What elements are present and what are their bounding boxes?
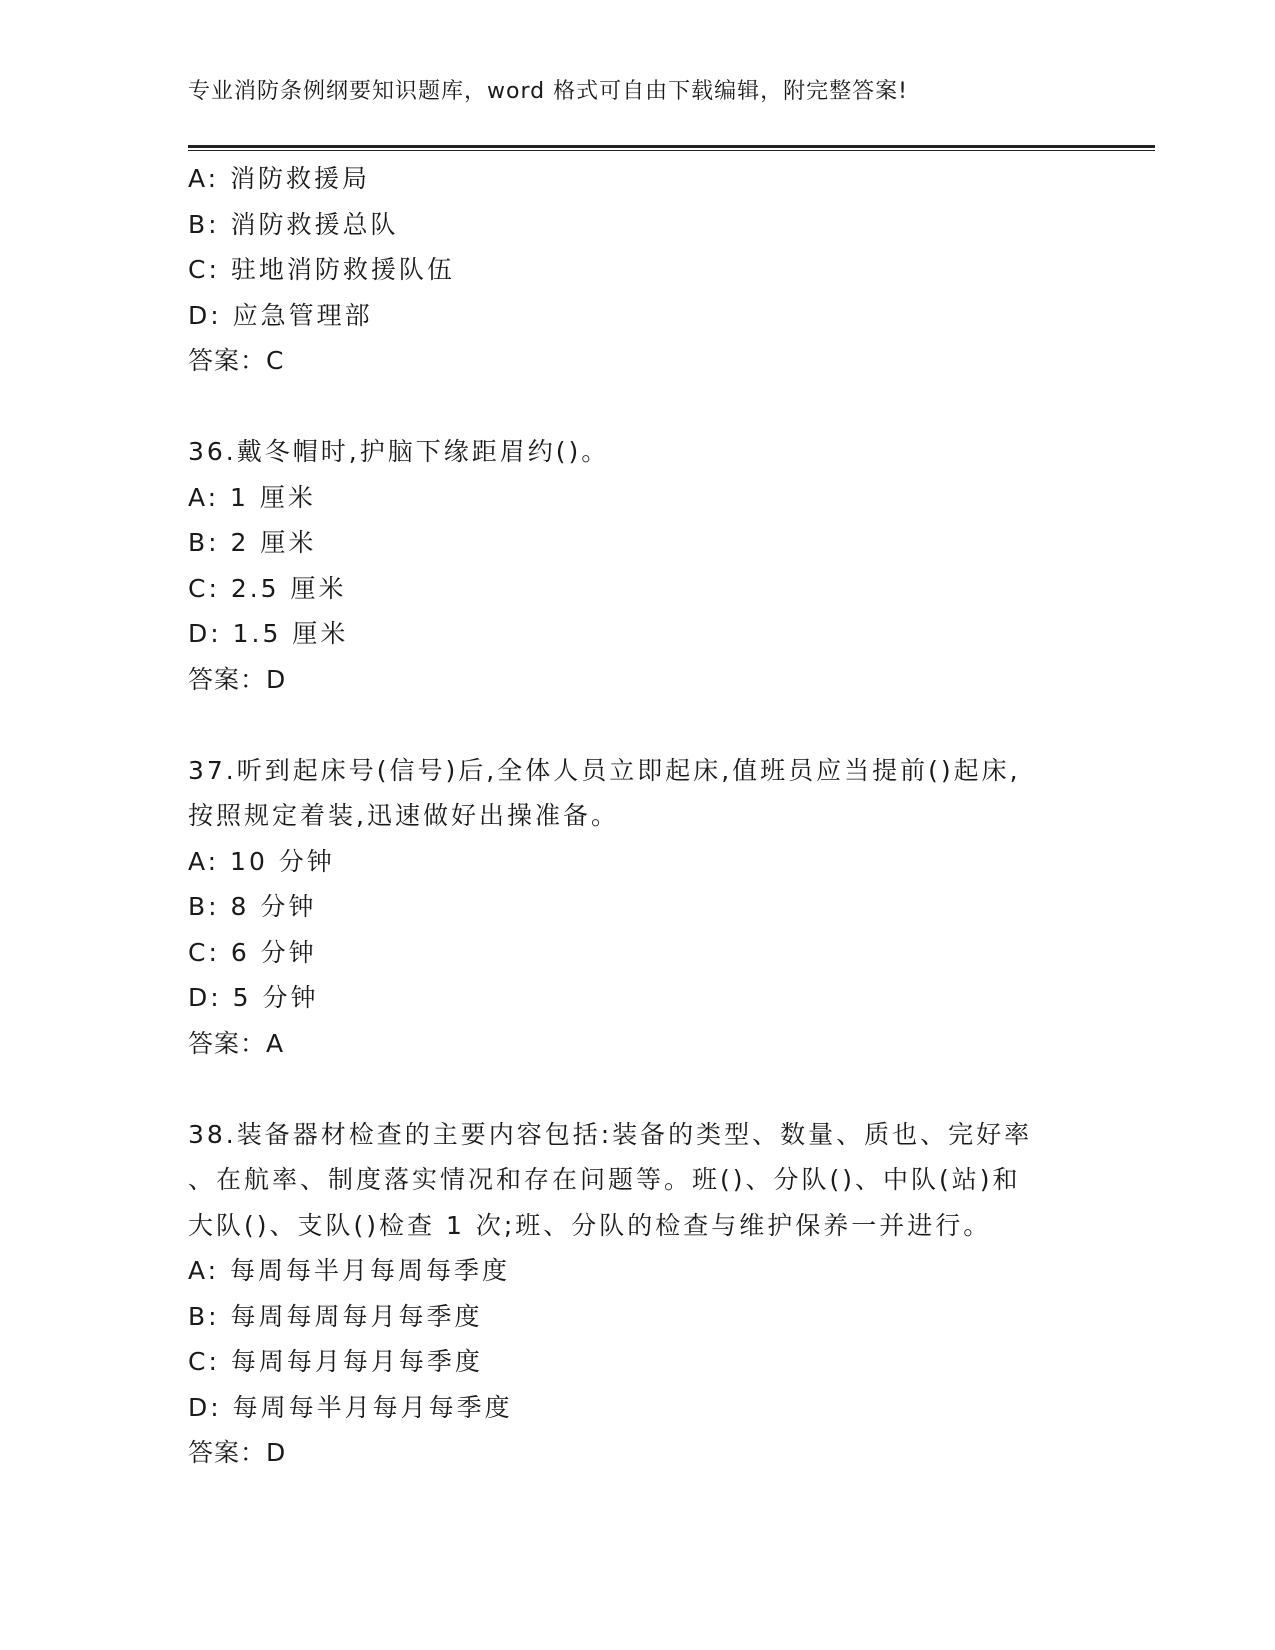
question-text: 按照规定着装,迅速做好出操准备。 [188, 801, 619, 830]
question-block [188, 748, 1088, 1067]
question-block [188, 156, 1088, 384]
answer-line: 答案：D [188, 1438, 287, 1467]
question-content [188, 156, 1088, 1476]
spacer [188, 1066, 1088, 1112]
option-b: B: 消防救援总队 [188, 209, 399, 239]
answer-line: 答案：D [188, 664, 287, 694]
header-rule-thin [188, 150, 1155, 151]
option-c: C: 驻地消防救援队伍 [188, 255, 455, 284]
question-text: 大队()、支队()检查 1 次;班、分队的检查与维护保养一并进行。 [188, 1210, 992, 1240]
option-d: D: 1.5 厘米 [188, 619, 349, 648]
answer-line: 答案：C [188, 346, 285, 375]
option-b: B: 每周每周每月每季度 [188, 1301, 483, 1331]
option-a: A: 10 分钟 [188, 846, 335, 876]
option-d: D: 5 分钟 [188, 983, 319, 1012]
page-header: 专业消防条例纲要知识题库，word 格式可自由下载编辑，附完整答案! [188, 79, 908, 104]
header-rule-thick [188, 145, 1155, 148]
answer-line: 答案：A [188, 1028, 285, 1058]
option-c: C: 2.5 厘米 [188, 573, 347, 603]
option-b: B: 8 分钟 [188, 892, 317, 921]
question-text: 37.听到起床号(信号)后,全体人员立即起床,值班员应当提前()起床, [188, 755, 1021, 785]
spacer [188, 702, 1088, 748]
question-text: 、在航率、制度落实情况和存在问题等。班()、分队()、中队(站)和 [188, 1165, 1021, 1194]
spacer [188, 384, 1088, 430]
question-text: 36.戴冬帽时,护脑下缘距眉约()。 [188, 437, 610, 466]
option-c: C: 6 分钟 [188, 937, 317, 967]
option-a: A: 消防救援局 [188, 164, 371, 193]
question-block [188, 1112, 1088, 1476]
option-a: A: 每周每半月每周每季度 [188, 1256, 511, 1285]
option-d: D: 应急管理部 [188, 300, 373, 330]
option-a: A: 1 厘米 [188, 482, 316, 512]
option-c: C: 每周每月每月每季度 [188, 1347, 483, 1376]
question-block [188, 429, 1088, 702]
option-d: D: 每周每半月每月每季度 [188, 1392, 513, 1422]
option-b: B: 2 厘米 [188, 528, 317, 557]
question-text: 38.装备器材检查的主要内容包括:装备的类型、数量、质也、完好率 [188, 1119, 1033, 1149]
